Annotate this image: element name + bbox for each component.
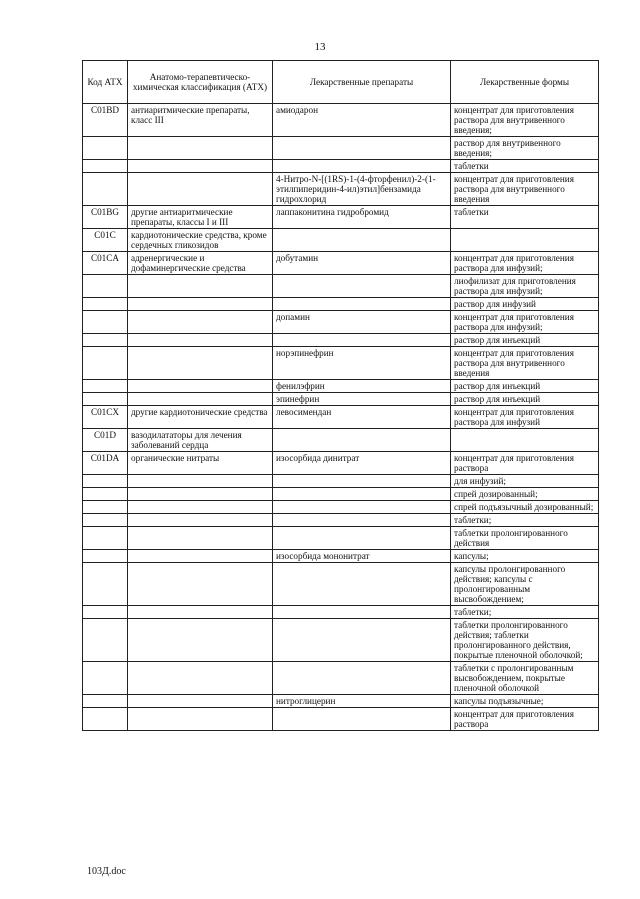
cell-code: C01CX — [83, 406, 128, 429]
cell-drug: норэпинефрин — [273, 347, 451, 380]
cell-form: капсулы подъязычные; — [451, 695, 599, 708]
cell-form: раствор для инъекций — [451, 334, 599, 347]
cell-group — [128, 550, 273, 563]
cell-drug — [273, 275, 451, 298]
cell-code — [83, 393, 128, 406]
cell-code — [83, 137, 128, 160]
cell-group — [128, 334, 273, 347]
file-name-footer: 103Д.doc — [87, 866, 126, 877]
cell-form: таблетки — [451, 160, 599, 173]
cell-group — [128, 298, 273, 311]
cell-drug: добутамин — [273, 252, 451, 275]
table-row — [83, 160, 599, 173]
cell-code — [83, 298, 128, 311]
table-row — [83, 563, 599, 606]
cell-form: концентрат для приготовления раствора для инфузий; — [451, 311, 599, 334]
cell-code — [83, 708, 128, 731]
table-row — [83, 452, 599, 475]
cell-form: концентрат для приготовления раствора для инфузий; — [451, 252, 599, 275]
cell-group: органические нитраты — [128, 452, 273, 475]
cell-code — [83, 173, 128, 206]
header-classification: Анатомо-терапевтическо-химическая классификация (АТХ) — [128, 61, 273, 104]
cell-group — [128, 488, 273, 501]
cell-code — [83, 695, 128, 708]
cell-group: антиаритмические препараты, класс III — [128, 104, 273, 137]
table-row — [83, 429, 599, 452]
cell-group: адренергические и дофаминергические средства — [128, 252, 273, 275]
table-row — [83, 206, 599, 229]
cell-form: раствор для инъекций — [451, 380, 599, 393]
table-header-row — [83, 61, 599, 104]
table-row — [83, 137, 599, 160]
table-row — [83, 347, 599, 380]
cell-form: таблетки — [451, 206, 599, 229]
table-row — [83, 311, 599, 334]
cell-drug — [273, 160, 451, 173]
cell-code — [83, 662, 128, 695]
cell-code — [83, 334, 128, 347]
cell-form: капсулы пролонгированного действия; капсулы с пролонгированным высвобождением; — [451, 563, 599, 606]
cell-drug — [273, 606, 451, 619]
cell-form: концентрат для приготовления раствора — [451, 452, 599, 475]
cell-code — [83, 606, 128, 619]
cell-group — [128, 527, 273, 550]
table-row — [83, 475, 599, 488]
cell-form: таблетки; — [451, 514, 599, 527]
cell-group: вазодилататоры для лечения заболеваний сердца — [128, 429, 273, 452]
table-row — [83, 606, 599, 619]
table-row — [83, 527, 599, 550]
cell-group — [128, 563, 273, 606]
cell-group — [128, 347, 273, 380]
cell-group — [128, 380, 273, 393]
cell-drug — [273, 527, 451, 550]
table-row — [83, 334, 599, 347]
cell-group — [128, 501, 273, 514]
table-row — [83, 708, 599, 731]
table-row — [83, 550, 599, 563]
cell-group — [128, 475, 273, 488]
cell-code: C01BG — [83, 206, 128, 229]
cell-drug: допамин — [273, 311, 451, 334]
table-row — [83, 104, 599, 137]
cell-code — [83, 619, 128, 662]
cell-code — [83, 527, 128, 550]
table-row — [83, 380, 599, 393]
cell-form — [451, 229, 599, 252]
cell-form: капсулы; — [451, 550, 599, 563]
cell-group — [128, 160, 273, 173]
cell-drug — [273, 137, 451, 160]
cell-group — [128, 662, 273, 695]
cell-form: таблетки с пролонгированным высвобождением, покрытые пленочной оболочкой — [451, 662, 599, 695]
cell-form — [451, 429, 599, 452]
cell-code — [83, 275, 128, 298]
cell-drug: амиодарон — [273, 104, 451, 137]
cell-drug: эпинефрин — [273, 393, 451, 406]
table-row — [83, 275, 599, 298]
table-row — [83, 695, 599, 708]
table-row — [83, 393, 599, 406]
header-drugs: Лекарственные препараты — [273, 61, 451, 104]
cell-form: спрей дозированный; — [451, 488, 599, 501]
table-row — [83, 501, 599, 514]
cell-group — [128, 173, 273, 206]
cell-code — [83, 475, 128, 488]
table-row — [83, 252, 599, 275]
cell-group — [128, 695, 273, 708]
cell-form: раствор для инфузий — [451, 298, 599, 311]
cell-drug — [273, 619, 451, 662]
cell-drug: нитроглицерин — [273, 695, 451, 708]
table-row — [83, 406, 599, 429]
cell-drug — [273, 514, 451, 527]
cell-code — [83, 160, 128, 173]
cell-form: таблетки пролонгированного действия; таблетки пролонгированного действия, покрытые пленочной оболочкой; — [451, 619, 599, 662]
cell-drug — [273, 501, 451, 514]
cell-group — [128, 393, 273, 406]
cell-group — [128, 311, 273, 334]
cell-drug — [273, 475, 451, 488]
cell-form: концентрат для приготовления раствора для внутривенного введения — [451, 347, 599, 380]
cell-code — [83, 550, 128, 563]
cell-group — [128, 275, 273, 298]
header-forms: Лекарственные формы — [451, 61, 599, 104]
table-row — [83, 229, 599, 252]
cell-form: для инфузий; — [451, 475, 599, 488]
cell-group — [128, 137, 273, 160]
cell-code — [83, 563, 128, 606]
cell-form: таблетки; — [451, 606, 599, 619]
cell-group: другие кардиотонические средства — [128, 406, 273, 429]
cell-drug — [273, 662, 451, 695]
cell-drug: фенилэфрин — [273, 380, 451, 393]
cell-drug: изосорбида мононитрат — [273, 550, 451, 563]
table-row — [83, 514, 599, 527]
cell-group: другие антиаритмические препараты, классы I и III — [128, 206, 273, 229]
cell-drug: лаппаконитина гидробромид — [273, 206, 451, 229]
cell-code — [83, 488, 128, 501]
table-row — [83, 619, 599, 662]
cell-drug: 4-Нитро-N-[(1RS)-1-(4-фторфенил)-2-(1-этилпиперидин-4-ил)этил]бензамида гидрохлорид — [273, 173, 451, 206]
cell-group — [128, 619, 273, 662]
cell-drug: изосорбида динитрат — [273, 452, 451, 475]
cell-code — [83, 514, 128, 527]
cell-form: концентрат для приготовления раствора — [451, 708, 599, 731]
cell-code — [83, 501, 128, 514]
cell-code — [83, 347, 128, 380]
cell-group — [128, 514, 273, 527]
cell-code: C01BD — [83, 104, 128, 137]
header-code: Код АТХ — [83, 61, 128, 104]
cell-form: спрей подъязычный дозированный; — [451, 501, 599, 514]
cell-code: C01C — [83, 229, 128, 252]
cell-drug — [273, 229, 451, 252]
atx-drug-table — [82, 60, 599, 731]
cell-form: концентрат для приготовления раствора для внутривенного введения — [451, 173, 599, 206]
cell-group — [128, 708, 273, 731]
cell-code: C01DA — [83, 452, 128, 475]
table-row — [83, 298, 599, 311]
table-body — [83, 104, 599, 731]
cell-drug — [273, 708, 451, 731]
cell-form: таблетки пролонгированного действия — [451, 527, 599, 550]
cell-code — [83, 380, 128, 393]
cell-drug — [273, 334, 451, 347]
cell-form: раствор для внутривенного введения; — [451, 137, 599, 160]
cell-drug — [273, 563, 451, 606]
cell-code: C01D — [83, 429, 128, 452]
cell-drug — [273, 298, 451, 311]
cell-form: раствор для инъекций — [451, 393, 599, 406]
cell-form: концентрат для приготовления раствора для внутривенного введения; — [451, 104, 599, 137]
cell-drug — [273, 488, 451, 501]
cell-form: лиофилизат для приготовления раствора для инфузий; — [451, 275, 599, 298]
cell-form: концентрат для приготовления раствора для инфузий — [451, 406, 599, 429]
cell-group — [128, 606, 273, 619]
table-row — [83, 662, 599, 695]
table-row — [83, 488, 599, 501]
table-row — [83, 173, 599, 206]
cell-group: кардиотонические средства, кроме сердечных гликозидов — [128, 229, 273, 252]
cell-drug: левосимендан — [273, 406, 451, 429]
cell-code: C01CA — [83, 252, 128, 275]
page-number: 13 — [314, 41, 326, 53]
cell-code — [83, 311, 128, 334]
cell-drug — [273, 429, 451, 452]
